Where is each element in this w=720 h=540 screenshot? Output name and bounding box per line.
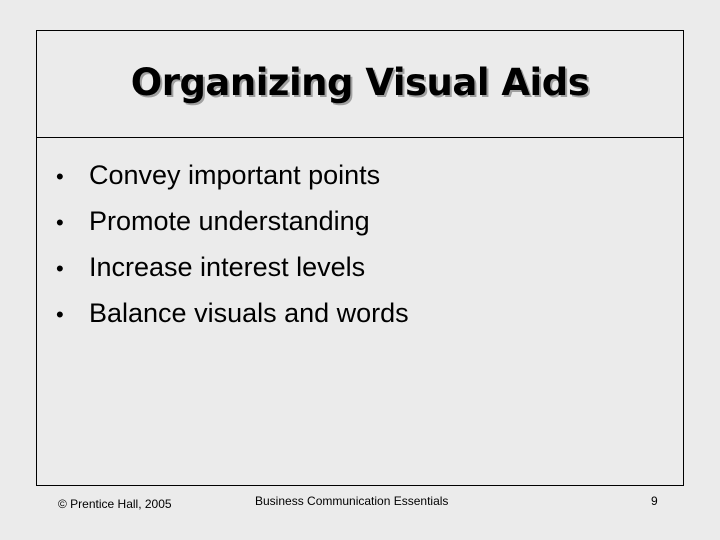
footer-copyright: © Prentice Hall, 2005 — [58, 497, 172, 511]
footer-course-title: Business Communication Essentials — [255, 494, 449, 508]
bullet-marker: • — [56, 256, 64, 281]
bullet-marker: • — [56, 164, 64, 189]
bullet-text: Increase interest levels — [89, 252, 366, 282]
bullet-text: Convey important points — [89, 160, 381, 190]
bullet-item — [56, 252, 409, 298]
bullet-text: Promote understanding — [89, 206, 370, 236]
bullet-marker: • — [56, 302, 64, 327]
slide-title: Organizing Visual Aids — [130, 60, 590, 104]
bullet-item — [56, 298, 409, 344]
footer-page-number: 9 — [651, 494, 658, 508]
bullet-marker: • — [56, 210, 64, 235]
bullet-text: Balance visuals and words — [89, 298, 409, 328]
bullet-item — [56, 206, 409, 252]
bullet-list — [56, 160, 409, 344]
bullet-item — [56, 160, 409, 206]
title-area — [37, 31, 683, 138]
